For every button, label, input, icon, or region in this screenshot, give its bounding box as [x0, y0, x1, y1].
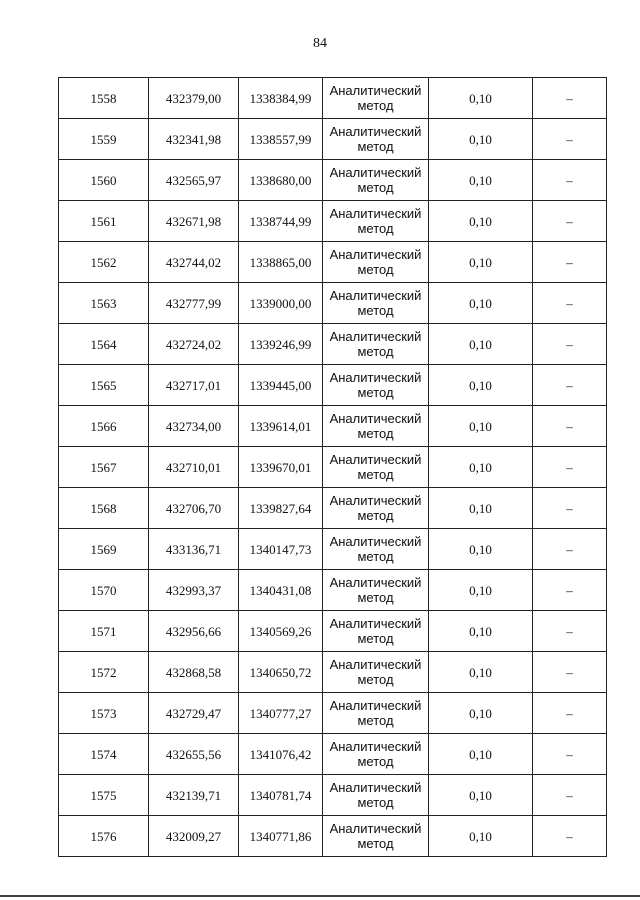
x-coordinate-cell: 432734,00 — [149, 406, 239, 447]
method-cell — [323, 611, 429, 652]
method-line-1: Аналитический — [329, 780, 422, 795]
y-coordinate-cell: 1340569,26 — [239, 611, 323, 652]
y-coordinate-cell: 1339614,01 — [239, 406, 323, 447]
point-number-cell: 1576 — [59, 816, 149, 857]
point-number-cell: 1561 — [59, 201, 149, 242]
table-row — [59, 283, 607, 324]
y-coordinate-cell: 1340777,27 — [239, 693, 323, 734]
y-coordinate-cell: 1340147,73 — [239, 529, 323, 570]
dash-cell: – — [533, 365, 607, 406]
method-line-2: метод — [357, 590, 394, 605]
point-number-cell: 1562 — [59, 242, 149, 283]
method-cell — [323, 365, 429, 406]
method-line-2: метод — [357, 385, 394, 400]
table-row — [59, 324, 607, 365]
method-cell — [323, 242, 429, 283]
table-row — [59, 201, 607, 242]
method-line-2: метод — [357, 508, 394, 523]
method-line-2: метод — [357, 426, 394, 441]
table-row — [59, 447, 607, 488]
x-coordinate-cell: 432710,01 — [149, 447, 239, 488]
method-cell — [323, 78, 429, 119]
table-row — [59, 160, 607, 201]
dash-cell: – — [533, 488, 607, 529]
method-line-1: Аналитический — [329, 657, 422, 672]
y-coordinate-cell: 1339445,00 — [239, 365, 323, 406]
method-line-2: метод — [357, 139, 394, 154]
dash-cell: – — [533, 529, 607, 570]
accuracy-cell: 0,10 — [429, 201, 533, 242]
x-coordinate-cell: 432724,02 — [149, 324, 239, 365]
method-line-2: метод — [357, 221, 394, 236]
method-line-1: Аналитический — [329, 575, 422, 590]
point-number-cell: 1560 — [59, 160, 149, 201]
x-coordinate-cell: 432671,98 — [149, 201, 239, 242]
dash-cell: – — [533, 652, 607, 693]
page-number: 84 — [313, 36, 327, 51]
method-line-2: метод — [357, 262, 394, 277]
table-row — [59, 365, 607, 406]
method-line-1: Аналитический — [329, 452, 422, 467]
accuracy-cell: 0,10 — [429, 283, 533, 324]
method-line-1: Аналитический — [329, 493, 422, 508]
method-cell — [323, 652, 429, 693]
accuracy-cell: 0,10 — [429, 529, 533, 570]
method-line-2: метод — [357, 98, 394, 113]
x-coordinate-cell: 433136,71 — [149, 529, 239, 570]
table-row — [59, 406, 607, 447]
point-number-cell: 1571 — [59, 611, 149, 652]
y-coordinate-cell: 1338384,99 — [239, 78, 323, 119]
method-line-2: метод — [357, 467, 394, 482]
point-number-cell: 1567 — [59, 447, 149, 488]
method-cell — [323, 201, 429, 242]
y-coordinate-cell: 1339670,01 — [239, 447, 323, 488]
accuracy-cell: 0,10 — [429, 447, 533, 488]
method-line-2: метод — [357, 836, 394, 851]
accuracy-cell: 0,10 — [429, 775, 533, 816]
method-line-2: метод — [357, 549, 394, 564]
method-line-1: Аналитический — [329, 821, 422, 836]
method-cell — [323, 283, 429, 324]
dash-cell: – — [533, 775, 607, 816]
method-line-1: Аналитический — [329, 288, 422, 303]
y-coordinate-cell: 1340431,08 — [239, 570, 323, 611]
method-line-2: метод — [357, 754, 394, 769]
y-coordinate-cell: 1341076,42 — [239, 734, 323, 775]
method-cell — [323, 447, 429, 488]
x-coordinate-cell: 432868,58 — [149, 652, 239, 693]
dash-cell: – — [533, 119, 607, 160]
accuracy-cell: 0,10 — [429, 488, 533, 529]
table-row — [59, 775, 607, 816]
dash-cell: – — [533, 201, 607, 242]
method-cell — [323, 488, 429, 529]
x-coordinate-cell: 432729,47 — [149, 693, 239, 734]
x-coordinate-cell: 432993,37 — [149, 570, 239, 611]
method-cell — [323, 324, 429, 365]
accuracy-cell: 0,10 — [429, 816, 533, 857]
accuracy-cell: 0,10 — [429, 734, 533, 775]
accuracy-cell: 0,10 — [429, 242, 533, 283]
x-coordinate-cell: 432379,00 — [149, 78, 239, 119]
dash-cell: – — [533, 160, 607, 201]
dash-cell: – — [533, 324, 607, 365]
point-number-cell: 1572 — [59, 652, 149, 693]
accuracy-cell: 0,10 — [429, 324, 533, 365]
x-coordinate-cell: 432777,99 — [149, 283, 239, 324]
table-row — [59, 611, 607, 652]
method-cell — [323, 816, 429, 857]
method-line-1: Аналитический — [329, 739, 422, 754]
y-coordinate-cell: 1340781,74 — [239, 775, 323, 816]
method-line-2: метод — [357, 713, 394, 728]
point-number-cell: 1566 — [59, 406, 149, 447]
point-number-cell: 1568 — [59, 488, 149, 529]
method-line-1: Аналитический — [329, 247, 422, 262]
table-row — [59, 242, 607, 283]
accuracy-cell: 0,10 — [429, 160, 533, 201]
method-line-2: метод — [357, 344, 394, 359]
method-line-1: Аналитический — [329, 534, 422, 549]
method-line-1: Аналитический — [329, 124, 422, 139]
method-cell — [323, 693, 429, 734]
table-row — [59, 570, 607, 611]
accuracy-cell: 0,10 — [429, 119, 533, 160]
point-number-cell: 1575 — [59, 775, 149, 816]
point-number-cell: 1569 — [59, 529, 149, 570]
y-coordinate-cell: 1338557,99 — [239, 119, 323, 160]
y-coordinate-cell: 1339827,64 — [239, 488, 323, 529]
table-row — [59, 734, 607, 775]
table-row — [59, 529, 607, 570]
method-line-2: метод — [357, 631, 394, 646]
point-number-cell: 1573 — [59, 693, 149, 734]
method-line-1: Аналитический — [329, 698, 422, 713]
point-number-cell: 1563 — [59, 283, 149, 324]
dash-cell: – — [533, 693, 607, 734]
accuracy-cell: 0,10 — [429, 652, 533, 693]
accuracy-cell: 0,10 — [429, 406, 533, 447]
x-coordinate-cell: 432009,27 — [149, 816, 239, 857]
dash-cell: – — [533, 611, 607, 652]
x-coordinate-cell: 432717,01 — [149, 365, 239, 406]
dash-cell: – — [533, 570, 607, 611]
table-row — [59, 652, 607, 693]
coordinates-table-body — [59, 78, 607, 857]
dash-cell: – — [533, 816, 607, 857]
bottom-border-line — [0, 895, 640, 897]
point-number-cell: 1558 — [59, 78, 149, 119]
method-line-1: Аналитический — [329, 165, 422, 180]
method-cell — [323, 119, 429, 160]
dash-cell: – — [533, 734, 607, 775]
dash-cell: – — [533, 447, 607, 488]
method-line-1: Аналитический — [329, 616, 422, 631]
method-line-1: Аналитический — [329, 206, 422, 221]
method-line-2: метод — [357, 180, 394, 195]
accuracy-cell: 0,10 — [429, 611, 533, 652]
dash-cell: – — [533, 78, 607, 119]
x-coordinate-cell: 432341,98 — [149, 119, 239, 160]
method-cell — [323, 570, 429, 611]
x-coordinate-cell: 432565,97 — [149, 160, 239, 201]
method-line-1: Аналитический — [329, 370, 422, 385]
point-number-cell: 1559 — [59, 119, 149, 160]
method-line-1: Аналитический — [329, 329, 422, 344]
method-cell — [323, 734, 429, 775]
y-coordinate-cell: 1339000,00 — [239, 283, 323, 324]
table-row — [59, 488, 607, 529]
method-line-1: Аналитический — [329, 83, 422, 98]
y-coordinate-cell: 1338680,00 — [239, 160, 323, 201]
table-row — [59, 693, 607, 734]
method-cell — [323, 406, 429, 447]
dash-cell: – — [533, 242, 607, 283]
method-line-2: метод — [357, 795, 394, 810]
point-number-cell: 1574 — [59, 734, 149, 775]
point-number-cell: 1564 — [59, 324, 149, 365]
method-cell — [323, 775, 429, 816]
table-row — [59, 119, 607, 160]
y-coordinate-cell: 1340650,72 — [239, 652, 323, 693]
y-coordinate-cell: 1339246,99 — [239, 324, 323, 365]
x-coordinate-cell: 432956,66 — [149, 611, 239, 652]
dash-cell: – — [533, 283, 607, 324]
accuracy-cell: 0,10 — [429, 570, 533, 611]
accuracy-cell: 0,10 — [429, 78, 533, 119]
method-line-2: метод — [357, 303, 394, 318]
table-row — [59, 816, 607, 857]
y-coordinate-cell: 1340771,86 — [239, 816, 323, 857]
method-cell — [323, 529, 429, 570]
table-row — [59, 78, 607, 119]
y-coordinate-cell: 1338744,99 — [239, 201, 323, 242]
x-coordinate-cell: 432744,02 — [149, 242, 239, 283]
dash-cell: – — [533, 406, 607, 447]
x-coordinate-cell: 432655,56 — [149, 734, 239, 775]
method-cell — [323, 160, 429, 201]
coordinates-table — [58, 77, 607, 857]
accuracy-cell: 0,10 — [429, 365, 533, 406]
point-number-cell: 1565 — [59, 365, 149, 406]
x-coordinate-cell: 432139,71 — [149, 775, 239, 816]
y-coordinate-cell: 1338865,00 — [239, 242, 323, 283]
accuracy-cell: 0,10 — [429, 693, 533, 734]
method-line-2: метод — [357, 672, 394, 687]
x-coordinate-cell: 432706,70 — [149, 488, 239, 529]
method-line-1: Аналитический — [329, 411, 422, 426]
point-number-cell: 1570 — [59, 570, 149, 611]
